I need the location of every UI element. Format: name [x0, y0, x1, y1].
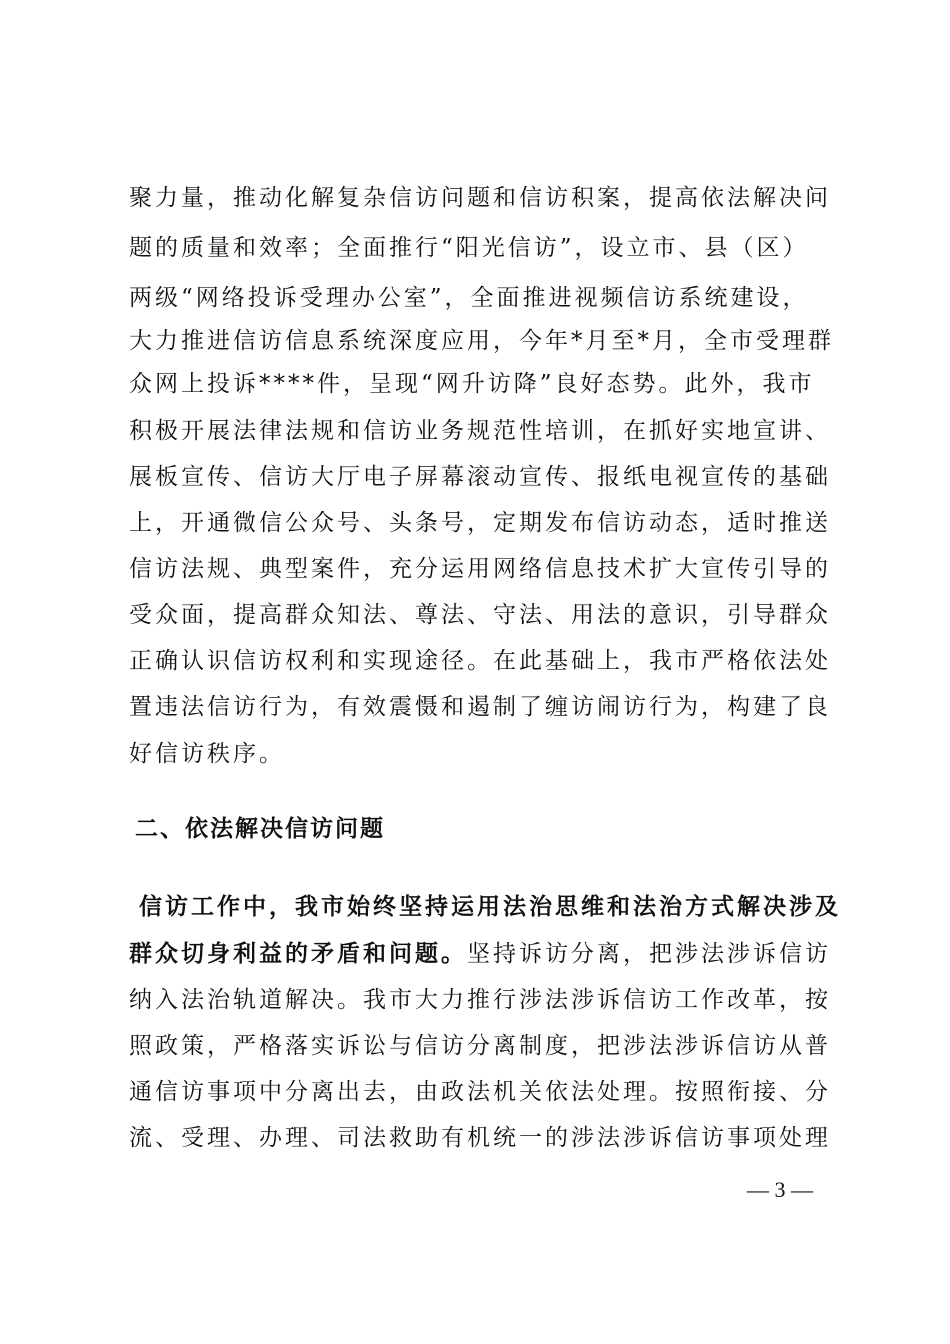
paragraph-line: 众网上投诉****件，呈现“网升访降”良好态势。此外，我市: [129, 371, 815, 397]
paragraph-segment: 坚持诉访分离，把涉法涉诉信访: [467, 941, 831, 967]
paragraph-line: 流、受理、办理、司法救助有机统一的涉法涉诉信访事项处理: [129, 1125, 831, 1151]
paragraph-line: 积极开展法律法规和信访业务规范性培训，在抓好实地宣讲、: [129, 418, 831, 444]
paragraph-line: 受众面，提高群众知法、尊法、守法、用法的意识，引导群众: [129, 602, 831, 628]
page-number: — 3 —: [747, 1177, 813, 1202]
section-heading: 二、依法解决信访问题: [135, 816, 385, 842]
paragraph-line: 聚力量，推动化解复杂信访问题和信访积案，提高依法解决问: [129, 185, 831, 211]
paragraph-line: 两级“网络投诉受理办公室”，全面推进视频信访系统建设，: [129, 285, 809, 311]
paragraph-line: 大力推进信访信息系统深度应用，今年*月至*月，全市受理群: [129, 328, 834, 354]
paragraph-line: 通信访事项中分离出去，由政法机关依法处理。按照衔接、分: [129, 1079, 831, 1105]
paragraph-line: 信访法规、典型案件，充分运用网络信息技术扩大宣传引导的: [129, 556, 831, 582]
paragraph-line: 照政策，严格落实诉讼与信访分离制度，把涉法涉诉信访从普: [129, 1033, 831, 1059]
paragraph-line: [129, 937, 831, 971]
paragraph-line: 好信访秩序。: [129, 741, 285, 767]
paragraph-line: 题的质量和效率；全面推行“阳光信访”，设立市、县（区）: [129, 235, 809, 261]
paragraph-line: 纳入法治轨道解决。我市大力推行涉法涉诉信访工作改革，按: [129, 987, 831, 1013]
paragraph-line: 正确认识信访权利和实现途径。在此基础上，我市严格依法处: [129, 648, 831, 674]
paragraph-line: 置违法信访行为，有效震慑和遏制了缠访闹访行为，构建了良: [129, 694, 831, 720]
paragraph-line: 展板宣传、信访大厅电子屏幕滚动宣传、报纸电视宣传的基础: [129, 464, 831, 490]
paragraph-line: 上，开通微信公众号、头条号，定期发布信访动态，适时推送: [129, 510, 831, 536]
paragraph-bold-segment: 群众切身利益的矛盾和问题。: [129, 941, 467, 967]
paragraph-bold-line: 信访工作中，我市始终坚持运用法治思维和法治方式解决涉及: [139, 894, 841, 920]
